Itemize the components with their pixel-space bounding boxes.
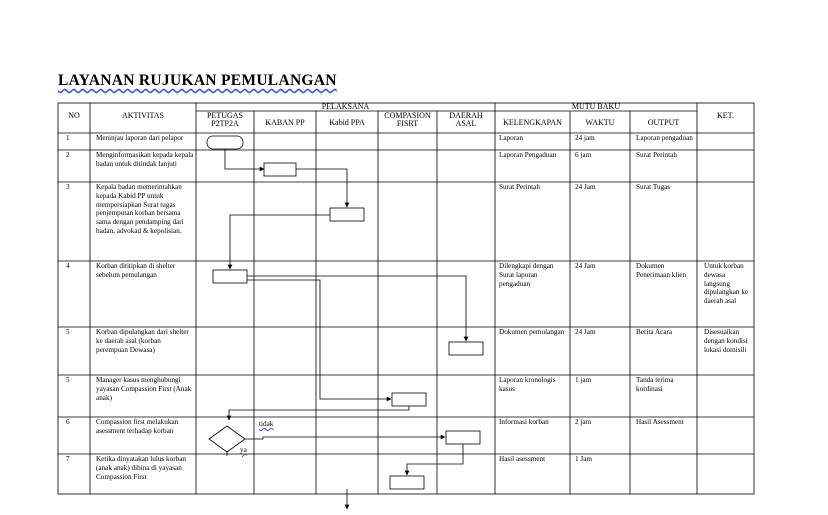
process-compassion — [392, 393, 426, 406]
header-daerah-asal: DAERAH ASAL — [449, 111, 483, 129]
row-aktivitas: Korban dititipkan di shelter sebelum pemulangan — [96, 262, 176, 279]
row-aktivitas: Korban dipulangkan dari shelter ke daerah asal (korban perempuan Dewasa) — [96, 328, 189, 354]
row-output: Tanda terima kordinasi — [636, 376, 674, 393]
row-ket: Disesuaikan dengan kondisi lokasi domisili — [704, 328, 748, 354]
row-no: 1 — [66, 134, 70, 142]
row-aktivitas: Kepala badan memerintahkan kepada Kabid PP untuk mempersiapkan Surat tugas penjemputan korban bersama sama dengan pendamping dari badan, advokad & kepolisian. — [96, 183, 184, 235]
process-kabid-ppa — [330, 208, 364, 221]
header-ket: KET. — [717, 111, 734, 120]
process-daerah-asal — [449, 342, 483, 355]
row-output: Surat Tugas — [636, 183, 671, 191]
row-aktivitas: Menginformasikan kepada kepala badan untuk ditindak lanjuti — [96, 151, 194, 168]
flow-label-tidak: tidak — [259, 420, 274, 428]
row-waktu: 2 jam — [575, 418, 592, 426]
row-waktu: 1 jam — [575, 376, 592, 384]
header-kelengkapan: KELENGKAPAN — [503, 118, 562, 127]
row-aktivitas: Ketika dinyatakan lulus korban (anak anak) dibina di yayasan Compassion First — [96, 455, 187, 481]
header-compassion: COMPASION FISRT — [384, 111, 431, 129]
flow-connectors — [225, 149, 466, 509]
flow-shapes — [207, 136, 483, 489]
row-kelengkapan: Dokumen pemulangan — [499, 328, 565, 336]
row-no: 3 — [66, 183, 70, 191]
row-no: 5 — [66, 376, 70, 384]
row-no: 6 — [66, 418, 70, 426]
row-waktu: 24 jam — [575, 134, 595, 142]
row-ket: Untuk korban dewasa langsung dipulangkan ke daerah asal — [704, 262, 749, 306]
row-no: 4 — [66, 262, 70, 270]
row-output: Laporan pengaduan — [636, 134, 693, 142]
row-kelengkapan: Hasil asessment — [499, 455, 546, 463]
process-petugas — [213, 270, 247, 283]
row-output: Berita Acara — [636, 328, 673, 336]
header-pelaksana: PELAKSANA — [321, 102, 370, 111]
row-output: Hasil Asessment — [636, 418, 684, 426]
row-kelengkapan: Surat Perintah — [499, 183, 540, 191]
row-aktivitas: Compassion first melakukan asessment terhadap korban — [96, 418, 179, 435]
row-waktu: 1 Jam — [575, 455, 592, 463]
process-kaban-pp — [264, 163, 296, 176]
row-waktu: 24 Jam — [575, 262, 596, 270]
row-kelengkapan: Laporan — [499, 134, 523, 142]
row-waktu: 24 Jam — [575, 328, 596, 336]
row-waktu: 24 Jam — [575, 183, 596, 191]
header-mutu-baku: MUTU BAKU — [571, 102, 621, 111]
row-no: 5 — [66, 328, 70, 336]
row-output: Dokumen Penerimaan klien — [636, 262, 687, 279]
row-output: Surat Perintah — [636, 151, 677, 159]
page-title: LAYANAN RUJUKAN PEMULANGAN — [58, 72, 337, 89]
header-kaban-pp: KABAN PP — [265, 118, 305, 127]
row-no: 2 — [66, 151, 70, 159]
row-kelengkapan: Laporan kronologis kasus — [499, 376, 556, 393]
row-waktu: 6 jam — [575, 151, 592, 159]
row-aktivitas: Manager kasus menghubungi yayasan Compassion First (Anak anak) — [96, 376, 192, 402]
row-aktivitas: Meninjau laporan dari pelapor — [96, 134, 184, 142]
header-no: NO — [68, 111, 80, 120]
header-output: OUTPUT — [647, 118, 680, 127]
header-waktu: WAKTU — [585, 118, 615, 127]
row-no: 7 — [66, 455, 70, 463]
process-compassion-2 — [390, 476, 424, 489]
header-petugas: PETUGAS P2TP2A — [206, 111, 243, 129]
header-aktivitas: AKTIVITAS — [121, 111, 165, 120]
row-kelengkapan: Informasi korban — [499, 418, 549, 426]
row-kelengkapan: Laporan Pengaduan — [499, 151, 557, 159]
flow-label-ya: ya — [240, 446, 247, 454]
start-terminator — [207, 136, 243, 149]
process-daerah-asal-2 — [446, 431, 480, 444]
row-kelengkapan: Dilengkapi dengan Surat laporan pengaduan — [499, 262, 554, 288]
header-kabid-ppa: Kabid PPA — [329, 118, 365, 127]
